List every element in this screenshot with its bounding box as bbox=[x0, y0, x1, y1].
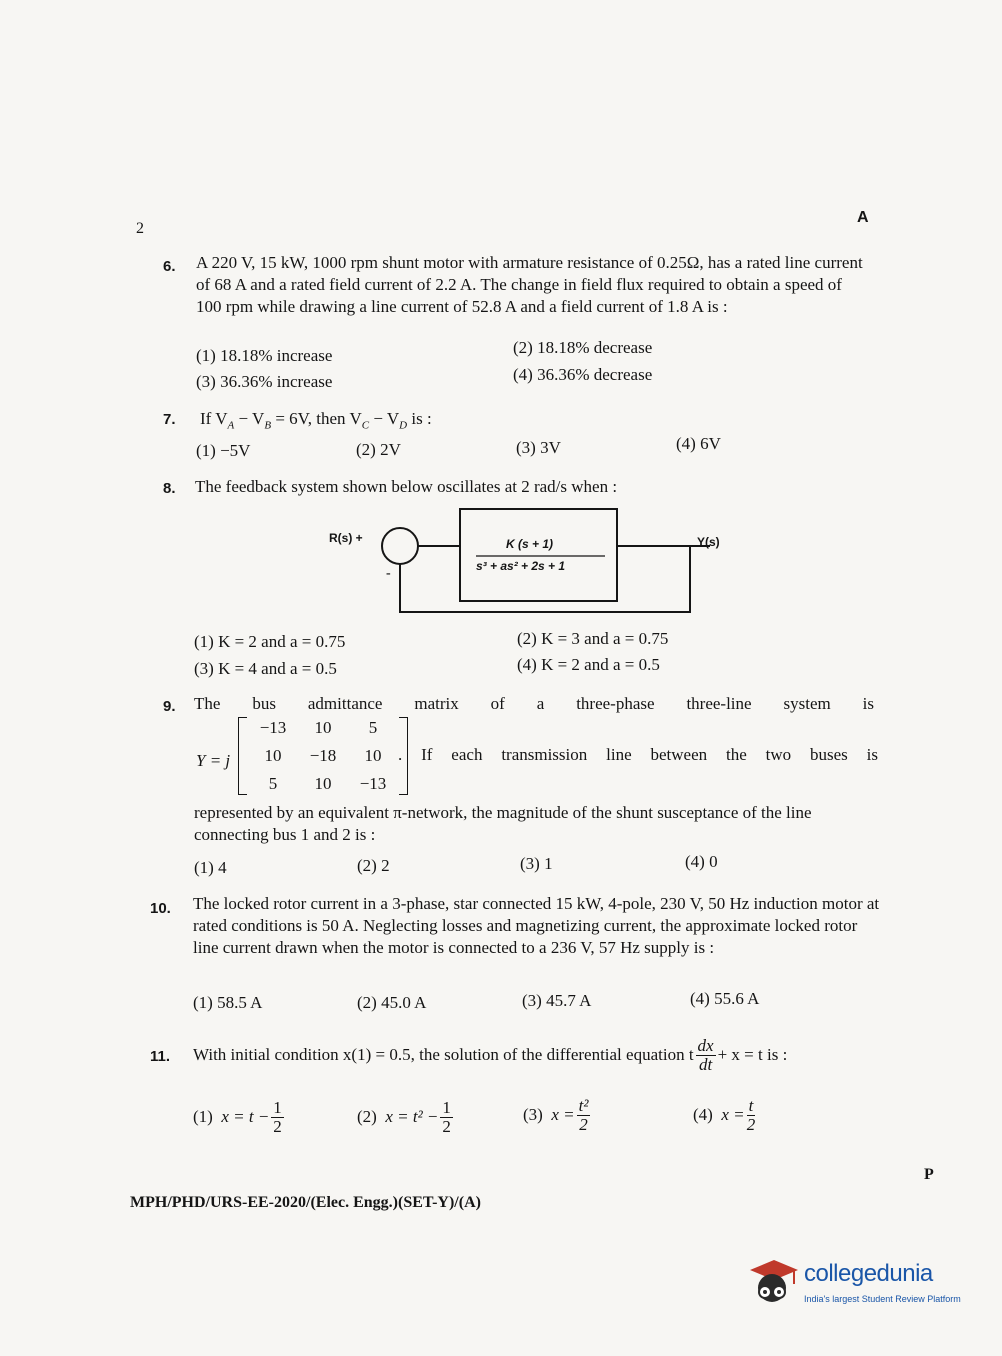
set-letter: A bbox=[857, 209, 869, 226]
matrix-label: Y = j bbox=[196, 751, 231, 770]
question-text-after-matrix: . If each transmission line between the two buses is bbox=[398, 745, 878, 764]
corner-mark: P bbox=[924, 1166, 934, 1183]
paper-code: MPH/PHD/URS-EE-2020/(Elec. Engg.)(SET-Y)/(A) bbox=[130, 1194, 481, 1211]
matrix-cell: 10 bbox=[314, 774, 332, 793]
question-text: With initial condition x(1) = 0.5, the solution of the differential equation t $\frac{dx}{dt}$ + x = t is : bbox=[193, 1035, 788, 1074]
option-3: (3) 36.36% increase bbox=[196, 372, 333, 391]
matrix-cell: 10 bbox=[364, 746, 382, 765]
option-4: (4) 6V bbox=[676, 434, 721, 453]
question-number: 11. bbox=[150, 1048, 171, 1065]
transfer-function-block bbox=[460, 509, 617, 601]
option-2: (2) K = 3 and a = 0.75 bbox=[517, 629, 669, 648]
matrix-cell: −18 bbox=[309, 746, 337, 765]
matrix-cell: 5 bbox=[268, 774, 278, 793]
input-label: R(s) + bbox=[329, 531, 363, 545]
option-1: (1) 4 bbox=[194, 858, 227, 877]
question-text: represented by an equivalent π-network, the magnitude of the shunt susceptance of the line connecting bus 1 and 2 is : bbox=[194, 803, 812, 844]
option-1: (1) 58.5 A bbox=[193, 993, 263, 1012]
option-4: (4) x = $\frac{t}{2}$ bbox=[693, 1095, 756, 1134]
brand-name: collegedunia bbox=[804, 1260, 933, 1287]
option-2: (2) 2 bbox=[357, 856, 390, 875]
option-3: (3) x = $\frac{\text{t²}}{2}$ bbox=[523, 1095, 589, 1134]
matrix-cell: −13 bbox=[259, 718, 287, 737]
derivative-fraction: $\frac{dx}{dt}$ bbox=[697, 1035, 714, 1074]
output-label: Y(s) bbox=[697, 535, 720, 549]
option-1: (1) −5V bbox=[196, 441, 251, 460]
question-number: 8. bbox=[163, 480, 176, 497]
question-number: 9. bbox=[163, 698, 176, 715]
mascot-icon bbox=[744, 1254, 800, 1310]
option-4: (4) 55.6 A bbox=[690, 989, 760, 1008]
admittance-matrix bbox=[238, 717, 408, 795]
option-3: (3) 3V bbox=[516, 438, 561, 457]
tf-numerator: K (s + 1) bbox=[506, 537, 554, 551]
matrix-cell: 5 bbox=[368, 718, 378, 737]
question-number: 10. bbox=[150, 900, 171, 917]
option-3: (3) 1 bbox=[520, 854, 553, 873]
brand-tagline: India's largest Student Review Platform bbox=[804, 1294, 961, 1304]
question-text: The locked rotor current in a 3-phase, star connected 15 kW, 4-pole, 230 V, 50 Hz induction motor at rated conditions is 50 A. Neglecting losses and magnetizing current, the approximate locked rotor line current drawn when the motor is connected to a 236 V, 57 Hz supply is : bbox=[193, 894, 880, 957]
option-3: (3) K = 4 and a = 0.5 bbox=[194, 659, 337, 678]
option-3: (3) 45.7 A bbox=[522, 991, 592, 1010]
summing-junction bbox=[382, 528, 418, 564]
question-number: 7. bbox=[163, 411, 176, 428]
collegedunia-watermark bbox=[744, 1250, 974, 1314]
feedback-sign: - bbox=[386, 566, 391, 581]
option-2: (2) 45.0 A bbox=[357, 993, 427, 1012]
option-4: (4) K = 2 and a = 0.5 bbox=[517, 655, 660, 674]
option-2: (2) x = t² − $\frac{1}{2}$ bbox=[357, 1097, 451, 1136]
page-number: 2 bbox=[136, 220, 144, 237]
tf-denominator: s³ + as² + 2s + 1 bbox=[476, 559, 566, 573]
option-4: (4) 36.36% decrease bbox=[513, 365, 653, 384]
matrix-cell: −13 bbox=[359, 774, 387, 793]
matrix-cell: 10 bbox=[264, 746, 282, 765]
option-4: (4) 0 bbox=[685, 852, 718, 871]
option-1: (1) x = t − $\frac{1}{2}$ bbox=[193, 1097, 282, 1136]
option-1: (1) K = 2 and a = 0.75 bbox=[194, 632, 346, 651]
question-number: 6. bbox=[163, 258, 176, 275]
option-2: (2) 2V bbox=[356, 440, 401, 459]
question-text: If $V_A - V_B = 6V$, then $V_C - V_D$ is : bbox=[200, 409, 432, 432]
option-1: (1) 18.18% increase bbox=[196, 346, 333, 365]
option-2: (2) 18.18% decrease bbox=[513, 338, 653, 357]
matrix-cell: 10 bbox=[314, 718, 332, 737]
question-text: A 220 V, 15 kW, 1000 rpm shunt motor with armature resistance of 0.25Ω, has a rated line current of 68 A and a rated field current of 2.2 A. The change in field flux required to obtain a speed of 100 rpm while drawing a line current of 52.8 A and a field current of 1.8 A is : bbox=[196, 253, 863, 316]
question-text: The feedback system shown below oscillates at 2 rad/s when : bbox=[195, 477, 618, 496]
question-intro: The bus admittance matrix of a three-phase three-line system is bbox=[194, 694, 874, 713]
